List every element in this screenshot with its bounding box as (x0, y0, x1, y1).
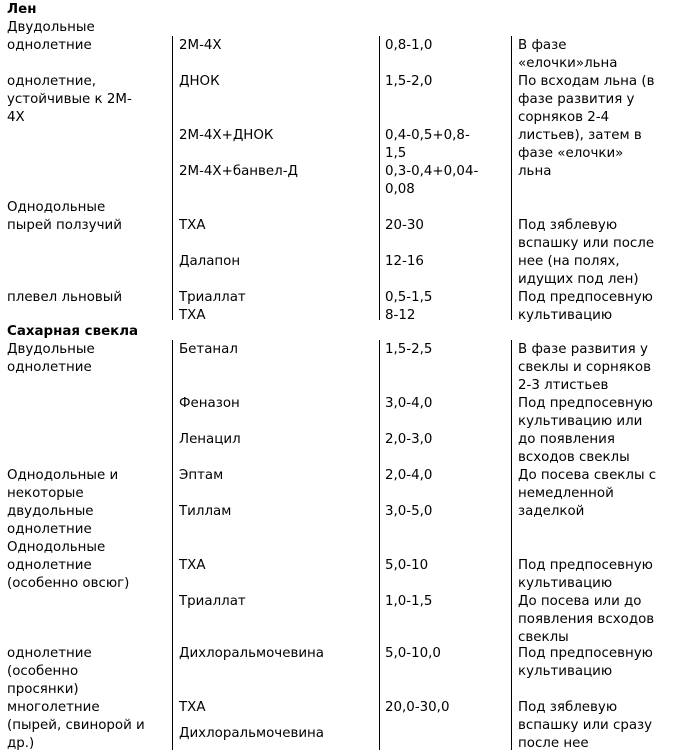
column-divider (172, 36, 173, 320)
column-divider (379, 340, 380, 750)
application-time-cell: Под зяблевую вспашку или после нее (на полях, идущих под лен) (518, 218, 655, 287)
herbicide-cell: Феназон (179, 396, 240, 411)
herbicide-cell: 2М-4Х (179, 38, 222, 53)
application-time-cell: В фазе развития у свеклы и сорняков 2-3 лтистьев (518, 342, 651, 393)
application-time-cell: Под предпосевную культивацию (518, 646, 653, 679)
application-time-cell: До посева свеклы с немедленной заделкой (518, 468, 657, 519)
column-divider (172, 340, 173, 750)
dose-cell: 5,0-10 (385, 558, 429, 573)
column-divider (379, 36, 380, 320)
dose-cell: 2,0-3,0 (385, 432, 433, 447)
herbicide-cell: ТХА (179, 558, 206, 573)
weed-group-cell: однолетние (особенно просянки) многолетние (пырей, свинорой и др.) (7, 646, 145, 751)
dose-cell: 0,4-0,5+0,8- 1,5 (385, 128, 470, 161)
weed-group-cell: Двудольные однолетние (7, 342, 95, 375)
application-time-cell: До посева или до появления всходов свеклы (518, 594, 655, 645)
dose-cell: 0,5-1,5 8-12 (385, 290, 433, 323)
application-time-cell: В фазе «елочки»льна (518, 38, 618, 71)
weed-group-cell: Двудольные однолетние (7, 20, 95, 53)
herbicide-cell: Эптам (179, 468, 224, 483)
application-time-cell: Под предпосевную культивацию или до появления всходов свеклы (518, 396, 653, 465)
dose-cell: 5,0-10,0 (385, 646, 441, 661)
application-time-cell: Под предпосевную культивацию (518, 290, 653, 323)
herbicide-cell: Тиллам (179, 504, 232, 519)
dose-cell: 0,3-0,4+0,04- 0,08 (385, 164, 479, 197)
application-time-cell: По всходам льна (в фазе развития у сорняков 2-4 листьев), затем в фазе «елочки» льна (518, 74, 655, 179)
herbicide-cell: Ленацил (179, 432, 241, 447)
herbicide-cell: ДНОК (179, 74, 220, 89)
weed-group-cell: однолетние, устойчивые к 2М- 4Х (7, 74, 132, 125)
dose-cell: 1,0-1,5 (385, 594, 433, 609)
weed-group-cell: Однодольные и некоторые двудольные однолетние (7, 468, 119, 537)
herbicide-cell: 2М-4Х+ДНОК (179, 128, 274, 143)
dose-cell: 12-16 (385, 254, 424, 269)
dose-cell: 20-30 (385, 218, 424, 233)
herbicide-cell: Триаллат (179, 594, 246, 609)
column-divider (511, 340, 512, 750)
dose-cell: 1,5-2,0 (385, 74, 433, 89)
herbicide-cell: ТХА (179, 700, 206, 715)
dose-cell: 2,0-4,0 (385, 468, 433, 483)
section-len-heading: Лен (7, 2, 37, 17)
dose-cell: 3,0-5,0 (385, 504, 433, 519)
dose-cell: 1,5-2,5 (385, 342, 433, 357)
application-time-cell: Под зяблевую вспашку или сразу после нее (518, 700, 653, 751)
section-sugar-beet-heading: Сахарная свекла (7, 324, 139, 339)
weed-group-cell: Однодольные однолетние (особенно овсюг) (7, 540, 130, 591)
herbicide-cell: Дихлоральмочевина (179, 726, 324, 741)
herbicide-cell: 2М-4Х+банвел-Д (179, 164, 299, 179)
dose-cell: 0,8-1,0 (385, 38, 433, 53)
herbicide-cell: Бетанал (179, 342, 238, 357)
dose-cell: 20,0-30,0 (385, 700, 450, 715)
herbicide-cell: Дихлоральмочевина (179, 646, 324, 661)
herbicide-cell: Далапон (179, 254, 241, 269)
weed-group-cell: плевел льновый (7, 290, 123, 305)
dose-cell: 3,0-4,0 (385, 396, 433, 411)
herbicide-cell: ТХА (179, 218, 206, 233)
column-divider (511, 36, 512, 320)
weed-group-cell: Однодольные пырей ползучий (7, 200, 122, 233)
application-time-cell: Под предпосевную культивацию (518, 558, 653, 591)
herbicide-cell: Триаллат ТХА (179, 290, 246, 323)
